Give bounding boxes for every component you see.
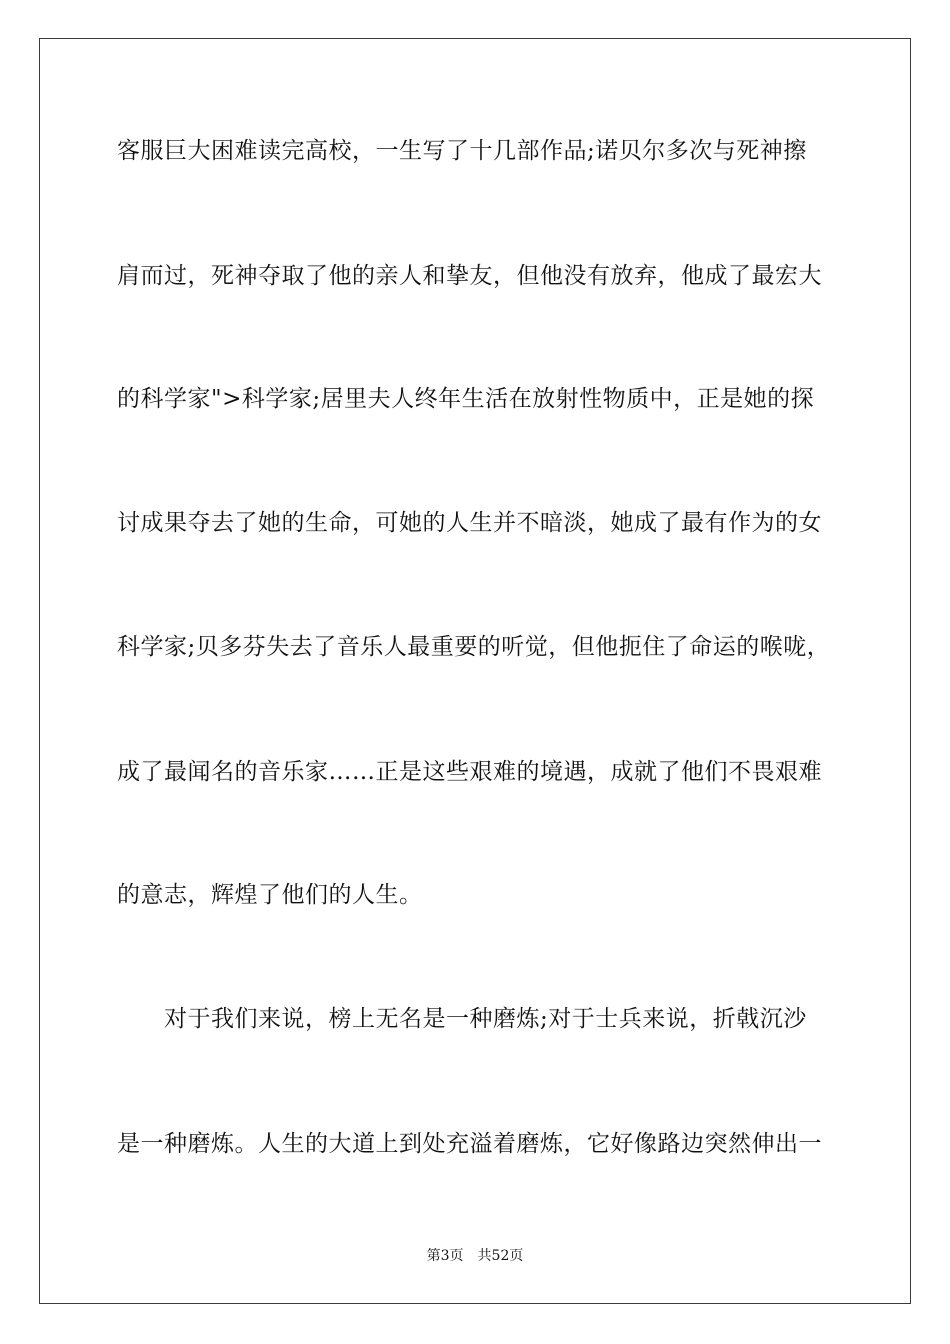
text-line-4: 讨成果夺去了她的生命，可她的人生并不暗淡，她成了最有作为的女 bbox=[117, 510, 822, 536]
page-number: 第3页 bbox=[426, 1248, 464, 1264]
text-line-5: 科学家;贝多芬失去了音乐人最重要的听觉，但他扼住了命运的喉咙， bbox=[117, 634, 831, 660]
text-line-6: 成了最闻名的音乐家……正是这些艰难的境遇，成就了他们不畏艰难 bbox=[117, 759, 822, 785]
text-line-8-paragraph-start: 对于我们来说，榜上无名是一种磨炼;对于士兵来说，折戟沉沙 bbox=[164, 1006, 807, 1032]
text-line-1: 客服巨大困难读完高校，一生写了十几部作品;诺贝尔多次与死神擦 bbox=[117, 138, 807, 164]
text-line-9: 是一种磨炼。人生的大道上到处充溢着磨炼，它好像路边突然伸出一 bbox=[117, 1131, 822, 1157]
text-line-3: 的科学家">科学家;居里夫人终年生活在放射性物质中，正是她的探 bbox=[117, 386, 815, 412]
page-border bbox=[39, 38, 911, 1304]
text-line-7: 的意志，辉煌了他们的人生。 bbox=[117, 882, 423, 908]
page-total: 共52页 bbox=[477, 1248, 524, 1264]
text-line-2: 肩而过，死神夺取了他的亲人和挚友，但他没有放弃，他成了最宏大 bbox=[117, 263, 822, 289]
page-footer bbox=[0, 1247, 950, 1265]
